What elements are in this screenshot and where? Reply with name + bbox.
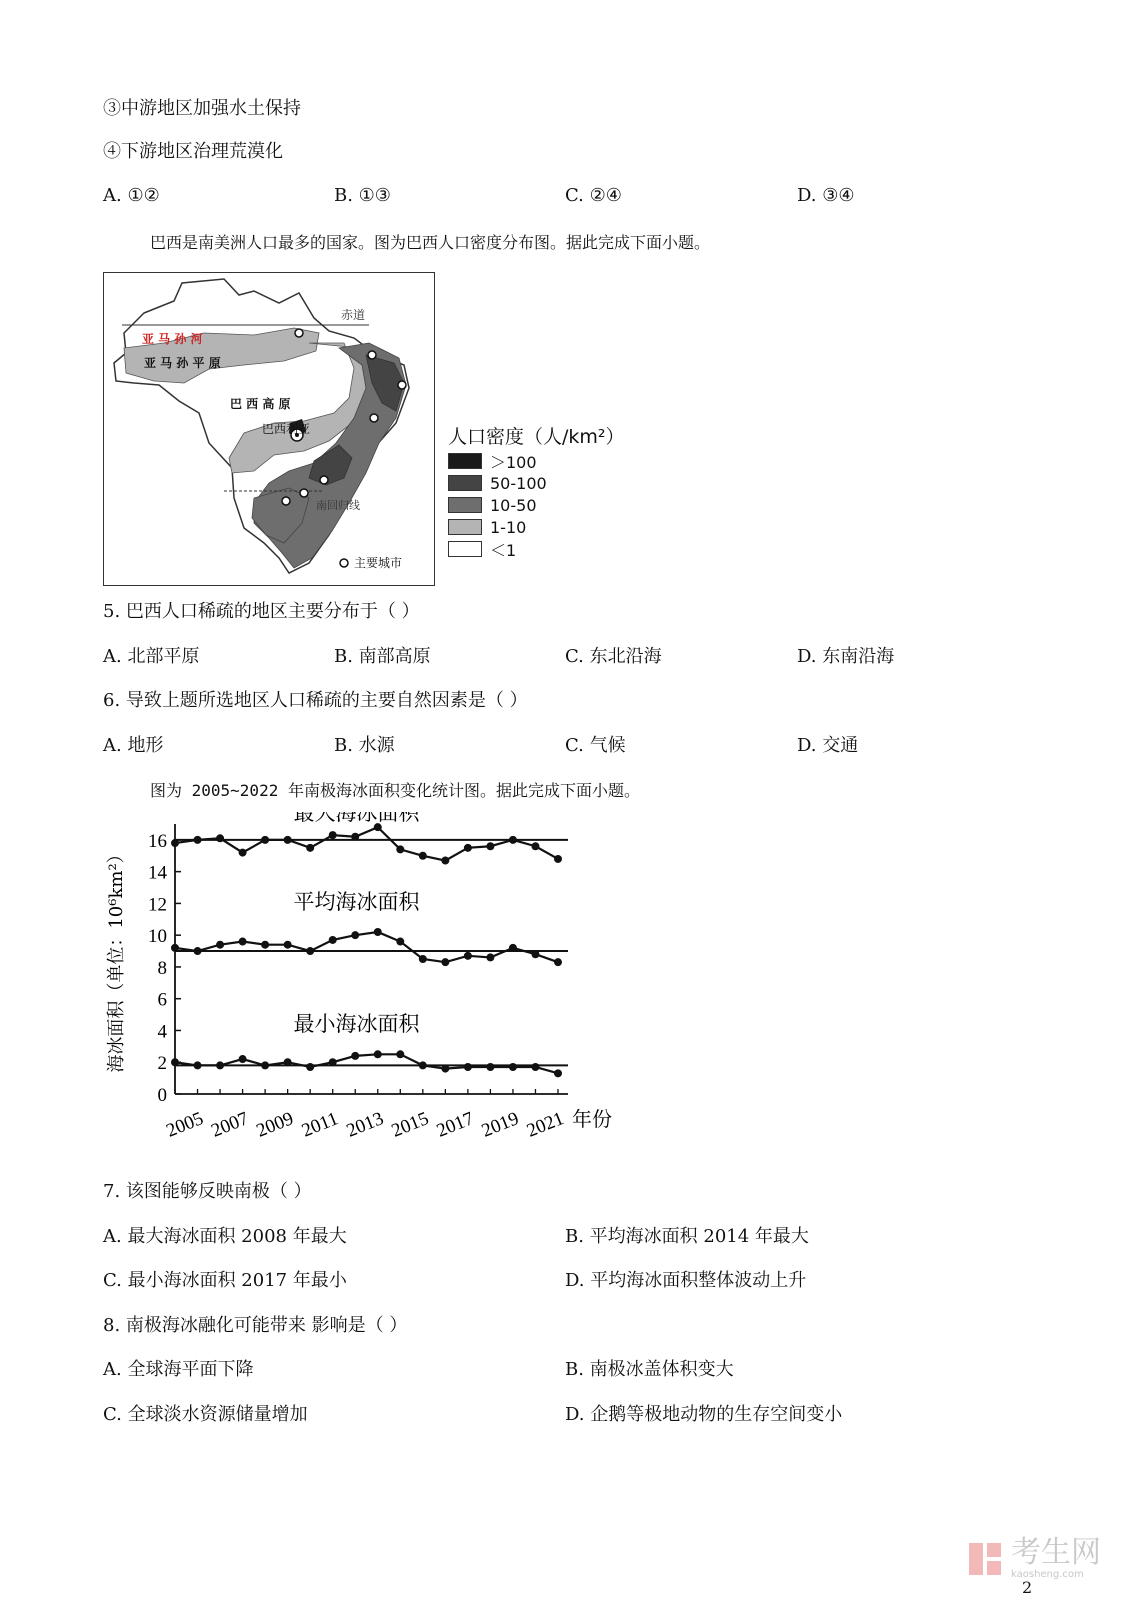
q4-option-a: A. ①② <box>103 185 160 206</box>
amazon-river-label: 亚 马 孙 河 <box>142 332 203 346</box>
data-point <box>239 938 247 946</box>
brazil-population-map <box>103 272 435 586</box>
x-tick-label: 2017 <box>433 1108 477 1142</box>
legend-item: ＞100 <box>448 450 625 472</box>
x-tick-label: 2009 <box>253 1108 297 1142</box>
y-tick-label: 14 <box>148 862 167 884</box>
density-legend <box>448 424 625 560</box>
ice-intro: 图为 2005~2022 年南极海冰面积变化统计图。据此完成下面小题。 <box>150 781 640 800</box>
data-point <box>486 953 494 961</box>
data-point <box>464 1063 472 1071</box>
data-point <box>531 950 539 958</box>
data-point <box>464 952 472 960</box>
data-point <box>194 836 202 844</box>
data-point <box>464 844 472 852</box>
amazon-plain-label: 亚 马 孙 平 原 <box>144 356 221 370</box>
data-point <box>171 944 179 952</box>
x-tick-label: 2013 <box>343 1108 387 1142</box>
y-tick-label: 2 <box>157 1053 167 1075</box>
legend-swatch <box>448 453 482 469</box>
data-point <box>441 857 449 865</box>
q8-option-b: B. 南极冰盖体积变大 <box>565 1359 734 1380</box>
data-point <box>554 1069 562 1077</box>
data-point <box>171 839 179 847</box>
watermark-text: 考生网 <box>1011 1535 1101 1570</box>
y-tick-label: 6 <box>157 989 167 1011</box>
highland-label: 巴 西 高 原 <box>230 397 291 411</box>
legend-swatch <box>448 519 482 535</box>
q5-option-d: D. 东南沿海 <box>797 646 895 667</box>
city-marker <box>370 414 378 422</box>
data-point <box>509 944 517 952</box>
sea-ice-chart-svg <box>100 812 620 1167</box>
series-title: 平均海冰面积 <box>293 889 420 914</box>
data-point <box>261 1061 269 1069</box>
q5-option-b: B. 南部高原 <box>334 646 431 667</box>
data-point <box>216 834 224 842</box>
capital-label: 巴西利亚 <box>262 422 311 436</box>
legend-swatch <box>448 541 482 557</box>
data-point <box>306 1063 314 1071</box>
data-point <box>419 955 427 963</box>
q6-stem: 6. 导致上题所选地区人口稀疏的主要自然因素是（ ） <box>103 690 528 711</box>
data-point <box>194 1061 202 1069</box>
x-tick-label: 2007 <box>208 1108 252 1142</box>
q5-stem: 5. 巴西人口稀疏的地区主要分布于（ ） <box>103 601 420 622</box>
q7-option-d: D. 平均海冰面积整体波动上升 <box>565 1270 807 1291</box>
y-axis-label: 海冰面积（单位：10⁶km²） <box>106 845 127 1073</box>
data-point <box>509 1063 517 1071</box>
brazil-map-svg <box>104 273 434 585</box>
option-item-4: ④下游地区治理荒漠化 <box>103 141 283 162</box>
data-point <box>216 941 224 949</box>
q6-option-c: C. 气候 <box>565 735 626 756</box>
data-point <box>284 1058 292 1066</box>
legend-item: 10-50 <box>448 494 625 516</box>
data-point <box>306 947 314 955</box>
q6-option-a: A. 地形 <box>103 735 164 756</box>
y-tick-label: 4 <box>157 1021 167 1043</box>
series-title: 最小海冰面积 <box>293 1012 420 1037</box>
data-point <box>239 849 247 857</box>
series-line <box>175 1054 558 1073</box>
y-tick-label: 8 <box>157 957 167 979</box>
data-point <box>396 938 404 946</box>
data-point <box>351 833 359 841</box>
data-point <box>396 1050 404 1058</box>
city-marker <box>295 329 303 337</box>
data-point <box>194 947 202 955</box>
brazil-intro: 巴西是南美洲人口最多的国家。图为巴西人口密度分布图。据此完成下面小题。 <box>150 233 711 252</box>
sea-ice-chart <box>100 812 620 1171</box>
legend-swatch <box>448 497 482 513</box>
page-number: 2 <box>1022 1578 1033 1597</box>
data-point <box>441 958 449 966</box>
city-marker <box>368 351 376 359</box>
q5-option-a: A. 北部平原 <box>103 646 200 667</box>
watermark <box>965 1537 1101 1580</box>
data-point <box>531 1063 539 1071</box>
x-tick-label: 2011 <box>298 1108 342 1142</box>
data-point <box>329 1058 337 1066</box>
q5-option-c: C. 东北沿海 <box>565 646 662 667</box>
q7-option-c: C. 最小海冰面积 2017 年最小 <box>103 1270 347 1291</box>
q8-option-d: D. 企鹅等极地动物的生存空间变小 <box>565 1404 843 1425</box>
series-line <box>175 827 558 860</box>
data-point <box>554 855 562 863</box>
data-point <box>216 1061 224 1069</box>
city-marker <box>320 476 328 484</box>
q4-option-b: B. ①③ <box>334 185 391 206</box>
data-point <box>374 928 382 936</box>
data-point <box>306 844 314 852</box>
data-point <box>554 958 562 966</box>
q7-option-a: A. 最大海冰面积 2008 年最大 <box>103 1226 347 1247</box>
q8-option-a: A. 全球海平面下降 <box>103 1359 254 1380</box>
x-tick-label: 2019 <box>478 1108 522 1142</box>
q4-option-d: D. ③④ <box>797 185 855 206</box>
legend-item: 50-100 <box>448 472 625 494</box>
data-point <box>419 1061 427 1069</box>
series-line <box>175 932 558 962</box>
x-tick-label: 2021 <box>523 1108 567 1142</box>
q7-stem: 7. 该图能够反映南极（ ） <box>103 1181 312 1202</box>
q8-option-c: C. 全球淡水资源储量增加 <box>103 1404 308 1425</box>
watermark-logo-icon <box>965 1539 1005 1579</box>
q6-option-b: B. 水源 <box>334 735 395 756</box>
option-item-3: ③中游地区加强水土保持 <box>103 98 301 119</box>
data-point <box>396 845 404 853</box>
data-point <box>284 836 292 844</box>
series-title: 最大海冰面积 <box>293 812 420 825</box>
city-marker <box>300 489 308 497</box>
legend-item: 1-10 <box>448 516 625 538</box>
legend-title: 人口密度（人/km²） <box>448 426 625 448</box>
x-tick-label: 2015 <box>388 1108 432 1142</box>
equator-label: 赤道 <box>341 308 366 322</box>
data-point <box>351 1052 359 1060</box>
data-point <box>284 941 292 949</box>
q8-stem: 8. 南极海冰融化可能带来 影响是（ ） <box>103 1315 408 1336</box>
y-tick-label: 16 <box>148 830 167 852</box>
data-point <box>509 836 517 844</box>
q4-option-c: C. ②④ <box>565 185 622 206</box>
data-point <box>329 831 337 839</box>
data-point <box>486 842 494 850</box>
data-point <box>351 931 359 939</box>
data-point <box>486 1063 494 1071</box>
city-marker <box>282 497 290 505</box>
legend-swatch <box>448 475 482 491</box>
data-point <box>171 1058 179 1066</box>
data-point <box>329 936 337 944</box>
x-tick-label: 2005 <box>163 1108 207 1142</box>
y-tick-label: 10 <box>148 926 167 948</box>
city-legend-icon <box>340 559 348 567</box>
y-tick-label: 0 <box>157 1085 167 1106</box>
x-axis-label: 年份 <box>572 1107 612 1131</box>
data-point <box>419 852 427 860</box>
q6-option-d: D. 交通 <box>797 735 859 756</box>
city-marker <box>398 381 406 389</box>
legend-item: ＜1 <box>448 538 625 560</box>
tropic-label: 南回归线 <box>316 499 360 512</box>
city-legend-label: 主要城市 <box>354 556 403 570</box>
data-point <box>531 842 539 850</box>
data-point <box>441 1065 449 1073</box>
data-point <box>261 836 269 844</box>
q7-option-b: B. 平均海冰面积 2014 年最大 <box>565 1226 809 1247</box>
y-tick-label: 12 <box>148 894 167 916</box>
data-point <box>374 1050 382 1058</box>
data-point <box>239 1055 247 1063</box>
watermark-sub: kaosheng.com <box>1011 1569 1084 1580</box>
data-point <box>261 941 269 949</box>
